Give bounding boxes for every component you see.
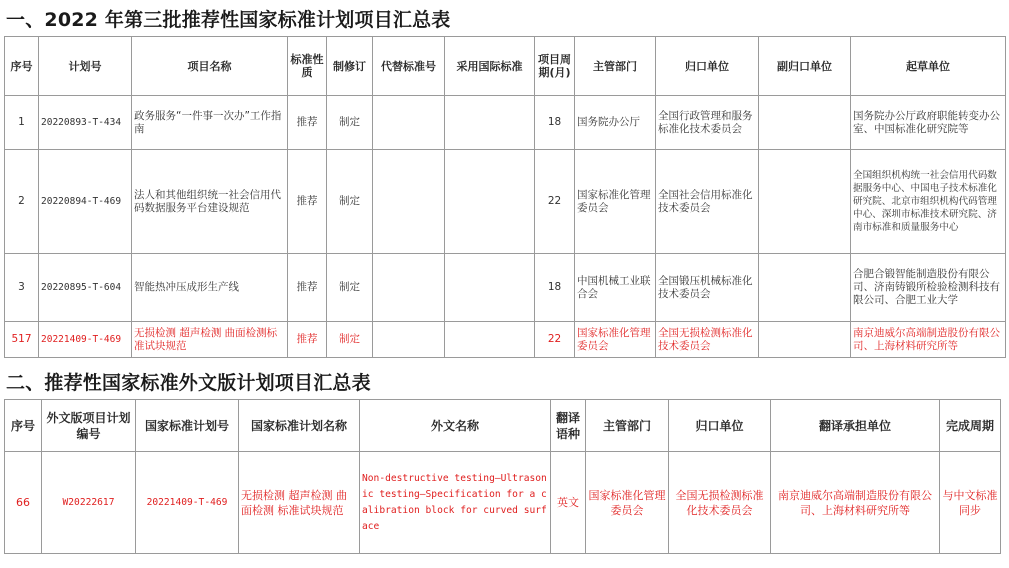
revision-type: 制定 <box>327 254 373 322</box>
standard-nature: 推荐 <box>288 322 327 358</box>
adopted-international <box>445 150 535 254</box>
competent-department: 国务院办公厅 <box>575 96 656 150</box>
header-cell: 制修订 <box>327 37 373 96</box>
competent-department: 国家标准化管理委员会 <box>586 452 669 554</box>
adopted-international <box>445 96 535 150</box>
section2-title: 二、推荐性国家标准外文版计划项目汇总表 <box>6 372 371 394</box>
header-cell: 归口单位 <box>656 37 759 96</box>
foreign-name: Non-destructive testing—Ultrasonic testing—Specification for a calibration block for curved surface <box>360 452 551 554</box>
table-row <box>5 150 1006 254</box>
plan-number: 20220893-T-434 <box>39 96 132 150</box>
project-period: 18 <box>535 254 575 322</box>
project-period: 18 <box>535 96 575 150</box>
project-name: 政务服务“一件事一次办”工作指南 <box>132 96 288 150</box>
translation-unit: 南京迪威尔高端制造股份有限公司、上海材料研究所等 <box>771 452 940 554</box>
header-cell: 国家标准计划号 <box>136 400 239 452</box>
row-number: 66 <box>5 452 42 554</box>
row-number: 1 <box>5 96 39 150</box>
standard-nature: 推荐 <box>288 150 327 254</box>
header-cell: 标准性质 <box>288 37 327 96</box>
plan-summary-table <box>4 36 1006 358</box>
header-cell: 主管部门 <box>575 37 656 96</box>
project-name: 无损检测 超声检测 曲面检测标准试块规范 <box>132 322 288 358</box>
drafting-unit: 合肥合锻智能制造股份有限公司、济南铸锻所检验检测科技有限公司、合肥工业大学 <box>851 254 1006 322</box>
table-row <box>5 96 1006 150</box>
table-row-highlighted <box>5 452 1001 554</box>
adopted-international <box>445 254 535 322</box>
project-period: 22 <box>535 322 575 358</box>
header-cell: 国家标准计划名称 <box>239 400 360 452</box>
section1-title: 一、2022 年第三批推荐性国家标准计划项目汇总表 <box>6 9 451 31</box>
header-cell: 序号 <box>5 37 39 96</box>
header-cell: 项目名称 <box>132 37 288 96</box>
row-number: 517 <box>5 322 39 358</box>
header-cell: 完成周期 <box>940 400 1001 452</box>
table-header-row <box>5 400 1001 452</box>
drafting-unit: 国务院办公厅政府职能转变办公室、中国标准化研究院等 <box>851 96 1006 150</box>
table-row <box>5 254 1006 322</box>
foreign-version-table <box>4 399 1001 554</box>
responsible-unit: 全国无损检测标准化技术委员会 <box>656 322 759 358</box>
plan-number: 20221409-T-469 <box>136 452 239 554</box>
responsible-unit: 全国无损检测标准化技术委员会 <box>669 452 771 554</box>
project-name: 智能热冲压成形生产线 <box>132 254 288 322</box>
table-row-highlighted <box>5 322 1006 358</box>
header-cell: 副归口单位 <box>759 37 851 96</box>
plan-number: 20220895-T-604 <box>39 254 132 322</box>
header-cell: 代替标准号 <box>373 37 445 96</box>
plan-number: 20220894-T-469 <box>39 150 132 254</box>
deputy-unit <box>759 150 851 254</box>
translation-language: 英文 <box>551 452 586 554</box>
standard-nature: 推荐 <box>288 254 327 322</box>
row-number: 3 <box>5 254 39 322</box>
competent-department: 国家标准化管理委员会 <box>575 322 656 358</box>
competent-department: 国家标准化管理委员会 <box>575 150 656 254</box>
header-cell: 外文版项目计划编号 <box>42 400 136 452</box>
header-cell: 主管部门 <box>586 400 669 452</box>
header-cell: 外文名称 <box>360 400 551 452</box>
deputy-unit <box>759 254 851 322</box>
replaced-standard <box>373 96 445 150</box>
responsible-unit: 全国社会信用标准化技术委员会 <box>656 150 759 254</box>
responsible-unit: 全国锻压机械标准化技术委员会 <box>656 254 759 322</box>
replaced-standard <box>373 254 445 322</box>
responsible-unit: 全国行政管理和服务标准化技术委员会 <box>656 96 759 150</box>
header-cell: 计划号 <box>39 37 132 96</box>
header-cell: 采用国际标准 <box>445 37 535 96</box>
standard-nature: 推荐 <box>288 96 327 150</box>
revision-type: 制定 <box>327 150 373 254</box>
header-cell: 翻译语种 <box>551 400 586 452</box>
header-cell: 翻译承担单位 <box>771 400 940 452</box>
competent-department: 中国机械工业联合会 <box>575 254 656 322</box>
drafting-unit: 南京迪威尔高端制造股份有限公司、上海材料研究所等 <box>851 322 1006 358</box>
standard-name: 无损检测 超声检测 曲面检测 标准试块规范 <box>239 452 360 554</box>
row-number: 2 <box>5 150 39 254</box>
foreign-plan-code: W20222617 <box>42 452 136 554</box>
completion-period: 与中文标准同步 <box>940 452 1001 554</box>
header-cell: 项目周期(月) <box>535 37 575 96</box>
project-period: 22 <box>535 150 575 254</box>
plan-number: 20221409-T-469 <box>39 322 132 358</box>
adopted-international <box>445 322 535 358</box>
replaced-standard <box>373 322 445 358</box>
header-cell: 起草单位 <box>851 37 1006 96</box>
header-cell: 归口单位 <box>669 400 771 452</box>
deputy-unit <box>759 96 851 150</box>
revision-type: 制定 <box>327 322 373 358</box>
revision-type: 制定 <box>327 96 373 150</box>
project-name: 法人和其他组织统一社会信用代码数据服务平台建设规范 <box>132 150 288 254</box>
deputy-unit <box>759 322 851 358</box>
drafting-unit: 全国组织机构统一社会信用代码数据服务中心、中国电子技术标准化研究院、北京市组织机构代码管理中心、深圳市标准技术研究院、济南市标准和质量服务中心 <box>851 150 1006 254</box>
header-cell: 序号 <box>5 400 42 452</box>
table-header-row <box>5 37 1006 96</box>
replaced-standard <box>373 150 445 254</box>
